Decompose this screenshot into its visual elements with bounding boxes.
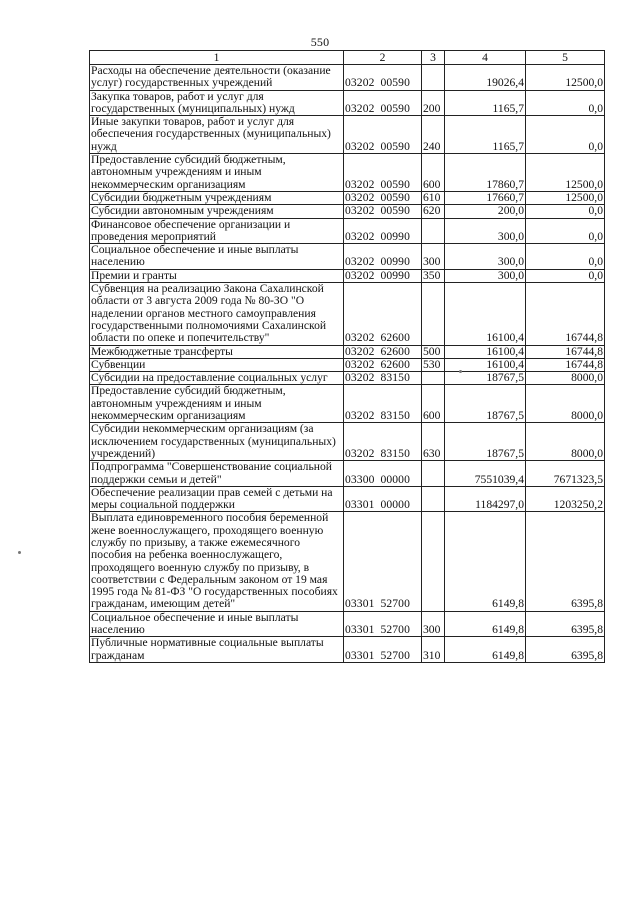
row-name: Субсидии на предоставление социальных услуг — [90, 372, 344, 385]
header-col-4: 4 — [445, 51, 526, 65]
row-expense-type — [422, 461, 445, 487]
row-amount-1: 18767,5 — [445, 372, 526, 385]
row-name: Субсидии бюджетным учреждениям — [90, 191, 344, 204]
row-amount-2: 0,0 — [526, 116, 605, 154]
table-row — [90, 345, 605, 358]
row-code: 03202 00590 — [344, 191, 422, 204]
table-row — [90, 205, 605, 218]
header-col-5: 5 — [526, 51, 605, 65]
row-amount-2: 0,0 — [526, 218, 605, 244]
row-expense-type: 630 — [422, 423, 445, 461]
row-name: Социальное обеспечение и иные выплаты населению — [90, 611, 344, 637]
row-amount-2: 16744,8 — [526, 345, 605, 358]
row-amount-2: 12500,0 — [526, 65, 605, 91]
row-code: 03202 83150 — [344, 385, 422, 423]
row-amount-2: 12500,0 — [526, 191, 605, 204]
row-code: 03202 62600 — [344, 283, 422, 345]
budget-table — [89, 50, 605, 663]
row-name: Расходы на обеспечение деятельности (оказание услуг) государственных учреждений — [90, 65, 344, 91]
row-expense-type: 300 — [422, 244, 445, 270]
row-code: 03202 00590 — [344, 154, 422, 192]
row-expense-type — [422, 512, 445, 611]
row-expense-type — [422, 65, 445, 91]
row-name: Закупка товаров, работ и услуг для государственных (муниципальных) нужд — [90, 90, 344, 116]
row-name: Обеспечение реализации прав семей с детьми на меры социальной поддержки — [90, 486, 344, 512]
header-row — [90, 51, 605, 65]
row-amount-1: 16100,4 — [445, 283, 526, 345]
row-name: Предоставление субсидий бюджетным, автономным учреждениям и иным некоммерческим организациям — [90, 154, 344, 192]
row-amount-1: 7551039,4 — [445, 461, 526, 487]
header-col-2: 2 — [344, 51, 422, 65]
table-row — [90, 116, 605, 154]
row-amount-2: 0,0 — [526, 205, 605, 218]
row-amount-2: 7671323,5 — [526, 461, 605, 487]
row-expense-type: 200 — [422, 90, 445, 116]
row-expense-type — [422, 372, 445, 385]
table-row — [90, 637, 605, 663]
table-row — [90, 461, 605, 487]
page-number: 550 — [310, 35, 330, 49]
row-amount-2: 8000,0 — [526, 423, 605, 461]
table-row — [90, 90, 605, 116]
row-amount-1: 19026,4 — [445, 65, 526, 91]
scan-dot — [18, 551, 21, 554]
header-col-1: 1 — [90, 51, 344, 65]
table-row — [90, 269, 605, 282]
row-amount-1: 300,0 — [445, 244, 526, 270]
row-code: 03202 00590 — [344, 90, 422, 116]
row-amount-1: 17860,7 — [445, 154, 526, 192]
row-name: Подпрограмма "Совершенствование социальной поддержки семьи и детей" — [90, 461, 344, 487]
row-expense-type: 620 — [422, 205, 445, 218]
table-row — [90, 512, 605, 611]
row-amount-2: 0,0 — [526, 269, 605, 282]
row-amount-2: 6395,8 — [526, 611, 605, 637]
row-code: 03202 00990 — [344, 244, 422, 270]
table-row — [90, 244, 605, 270]
row-code: 03202 62600 — [344, 345, 422, 358]
table-row — [90, 283, 605, 345]
row-amount-1: 6149,8 — [445, 512, 526, 611]
row-amount-2: 12500,0 — [526, 154, 605, 192]
row-code: 03202 00990 — [344, 269, 422, 282]
table-row — [90, 385, 605, 423]
row-expense-type — [422, 486, 445, 512]
row-amount-1: 16100,4 — [445, 345, 526, 358]
row-amount-2: 8000,0 — [526, 385, 605, 423]
row-name: Субвенция на реализацию Закона Сахалинской области от 3 августа 2009 года № 80-ЗО "О наделении органов местного самоуправления государственными полномочиями Сахалинской области по опеке и попечительству" — [90, 283, 344, 345]
row-expense-type: 610 — [422, 191, 445, 204]
row-amount-1: 17660,7 — [445, 191, 526, 204]
row-amount-1: 6149,8 — [445, 637, 526, 663]
budget-table-body — [90, 51, 605, 663]
row-expense-type: 240 — [422, 116, 445, 154]
row-expense-type — [422, 218, 445, 244]
row-code: 03202 00990 — [344, 218, 422, 244]
table-row — [90, 611, 605, 637]
row-amount-2: 8000,0 — [526, 372, 605, 385]
row-code: 03202 00590 — [344, 116, 422, 154]
row-name: Премии и гранты — [90, 269, 344, 282]
row-code: 03301 52700 — [344, 637, 422, 663]
table-row — [90, 65, 605, 91]
row-code: 03301 52700 — [344, 611, 422, 637]
row-code: 03301 00000 — [344, 486, 422, 512]
row-code: 03202 62600 — [344, 358, 422, 371]
scan-dot — [459, 370, 462, 373]
row-amount-1: 1165,7 — [445, 90, 526, 116]
row-amount-2: 6395,8 — [526, 512, 605, 611]
row-code: 03202 00590 — [344, 65, 422, 91]
row-expense-type — [422, 283, 445, 345]
table-row — [90, 423, 605, 461]
table-row — [90, 486, 605, 512]
row-expense-type: 600 — [422, 385, 445, 423]
row-code: 03301 52700 — [344, 512, 422, 611]
row-code: 03202 00590 — [344, 205, 422, 218]
row-amount-1: 18767,5 — [445, 423, 526, 461]
row-code: 03300 00000 — [344, 461, 422, 487]
row-amount-2: 16744,8 — [526, 283, 605, 345]
row-name: Межбюджетные трансферты — [90, 345, 344, 358]
table-row — [90, 358, 605, 371]
row-expense-type: 530 — [422, 358, 445, 371]
row-amount-1: 300,0 — [445, 269, 526, 282]
row-code: 03202 83150 — [344, 372, 422, 385]
row-name: Субсидии автономным учреждениям — [90, 205, 344, 218]
row-amount-1: 1165,7 — [445, 116, 526, 154]
row-name: Публичные нормативные социальные выплаты гражданам — [90, 637, 344, 663]
row-expense-type: 350 — [422, 269, 445, 282]
table-row — [90, 154, 605, 192]
table-row — [90, 218, 605, 244]
row-amount-1: 1184297,0 — [445, 486, 526, 512]
row-name: Социальное обеспечение и иные выплаты населению — [90, 244, 344, 270]
row-code: 03202 83150 — [344, 423, 422, 461]
table-row — [90, 372, 605, 385]
row-expense-type: 310 — [422, 637, 445, 663]
row-amount-2: 6395,8 — [526, 637, 605, 663]
row-expense-type: 300 — [422, 611, 445, 637]
row-amount-1: 300,0 — [445, 218, 526, 244]
row-name: Субвенции — [90, 358, 344, 371]
row-name: Финансовое обеспечение организации и проведения мероприятий — [90, 218, 344, 244]
row-amount-1: 18767,5 — [445, 385, 526, 423]
row-name: Субсидии некоммерческим организациям (за исключением государственных (муниципальных) учреждений) — [90, 423, 344, 461]
row-amount-2: 16744,8 — [526, 358, 605, 371]
row-amount-2: 1203250,2 — [526, 486, 605, 512]
header-col-3: 3 — [422, 51, 445, 65]
row-amount-2: 0,0 — [526, 244, 605, 270]
row-name: Иные закупки товаров, работ и услуг для обеспечения государственных (муниципальных) нужд — [90, 116, 344, 154]
table-row — [90, 191, 605, 204]
row-expense-type: 600 — [422, 154, 445, 192]
row-amount-2: 0,0 — [526, 90, 605, 116]
row-name: Предоставление субсидий бюджетным, автономным учреждениям и иным некоммерческим организациям — [90, 385, 344, 423]
row-name: Выплата единовременного пособия беременной жене военнослужащего, проходящего военную службу по призыву, а также ежемесячного пособия на ребенка военнослужащего, проходящего военную службу по призыву, в соответствии с Федеральным законом от 19 мая 1995 года № 81-ФЗ "О государственных пособиях гражданам, имеющим детей" — [90, 512, 344, 611]
row-expense-type: 500 — [422, 345, 445, 358]
row-amount-1: 6149,8 — [445, 611, 526, 637]
row-amount-1: 200,0 — [445, 205, 526, 218]
row-amount-1: 16100,4 — [445, 358, 526, 371]
